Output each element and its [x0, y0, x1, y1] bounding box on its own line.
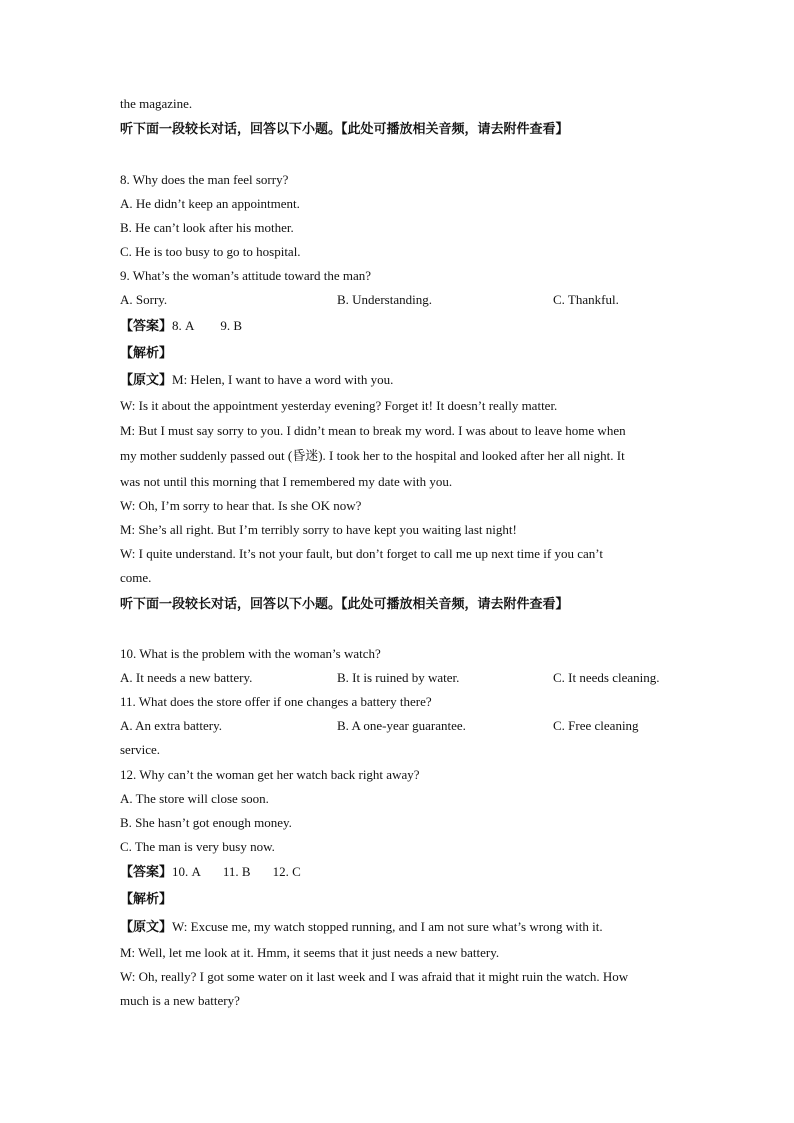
q11-question: 11. What does the store offer if one changes a battery there?: [120, 694, 432, 709]
answer-row-a: [120, 318, 242, 334]
transcript-label: 【原文】: [120, 919, 173, 934]
q9-option-a: A. Sorry.: [120, 292, 168, 307]
q8-option-a: A. He didn’t keep an appointment.: [120, 196, 300, 211]
q8-option-c: C. He is too busy to go to hospital.: [120, 244, 301, 259]
answer-10: 10. A: [172, 864, 201, 879]
q10-option-b: B. It is ruined by water.: [337, 670, 460, 685]
q11-option-a: A. An extra battery.: [120, 718, 223, 733]
q8-question: 8. Why does the man feel sorry?: [120, 172, 289, 187]
q11-option-b: B. A one-year guarantee.: [337, 718, 466, 733]
transcript-line: [120, 919, 603, 935]
analysis-label: 【解析】: [120, 345, 173, 360]
q11-option-c-continued: service.: [120, 742, 161, 757]
transcript-line: my mother suddenly passed out (昏迷). I took her to the hospital and looked after her all night. It: [120, 448, 625, 463]
transcript-line: much is a new battery?: [120, 993, 240, 1008]
q9-option-c: C. Thankful.: [553, 292, 619, 307]
transcript-line: M: But I must say sorry to you. I didn’t mean to break my word. I was about to leave home when: [120, 423, 626, 438]
transcript-line: [120, 372, 393, 388]
answer-label: 【答案】: [120, 318, 173, 333]
transcript-line: M: Well, let me look at it. Hmm, it seems that it just needs a new battery.: [120, 945, 500, 960]
transcript-line: M: She’s all right. But I’m terribly sorry to have kept you waiting last night!: [120, 522, 517, 537]
transcript-text: W: Excuse me, my watch stopped running, and I am not sure what’s wrong with it.: [172, 919, 603, 934]
transcript-line: W: Oh, really? I got some water on it last week and I was afraid that it might ruin the watch. How: [120, 969, 629, 984]
answer-label: 【答案】: [120, 864, 173, 879]
transcript-line: come.: [120, 570, 152, 585]
q9-option-b: B. Understanding.: [337, 292, 432, 307]
q10-option-a: A. It needs a new battery.: [120, 670, 253, 685]
section-a-instruction: 听下面一段较长对话，回答以下小题。【此处可播放相关音频，请去附件查看】: [120, 121, 569, 136]
transcript-label: 【原文】: [120, 372, 173, 387]
q12-option-c: C. The man is very busy now.: [120, 839, 275, 854]
analysis-label: 【解析】: [120, 891, 173, 906]
q11-option-c: C. Free cleaning: [553, 718, 639, 733]
q8-option-b: B. He can’t look after his mother.: [120, 220, 294, 235]
answer-8: 8. A: [172, 318, 195, 333]
intro-tail: the magazine.: [120, 96, 193, 111]
q12-option-a: A. The store will close soon.: [120, 791, 269, 806]
transcript-line: W: I quite understand. It’s not your fault, but don’t forget to call me up next time if you can’t: [120, 546, 603, 561]
answer-row-b: [120, 864, 301, 880]
q12-question: 12. Why can’t the woman get her watch back right away?: [120, 767, 420, 782]
transcript-line: W: Is it about the appointment yesterday evening? Forget it! It doesn’t really matter.: [120, 398, 558, 413]
q10-question: 10. What is the problem with the woman’s watch?: [120, 646, 381, 661]
answer-12: 12. C: [272, 864, 301, 879]
section-b-instruction: 听下面一段较长对话，回答以下小题。【此处可播放相关音频，请去附件查看】: [120, 596, 569, 611]
transcript-line: was not until this morning that I remembered my date with you.: [120, 474, 453, 489]
q9-question: 9. What’s the woman’s attitude toward the man?: [120, 268, 372, 283]
transcript-text: M: Helen, I want to have a word with you.: [172, 372, 394, 387]
q10-option-c: C. It needs cleaning.: [553, 670, 660, 685]
answer-9: 9. B: [220, 318, 243, 333]
answer-11: 11. B: [222, 864, 251, 879]
transcript-line: W: Oh, I’m sorry to hear that. Is she OK now?: [120, 498, 362, 513]
q12-option-b: B. She hasn’t got enough money.: [120, 815, 292, 830]
